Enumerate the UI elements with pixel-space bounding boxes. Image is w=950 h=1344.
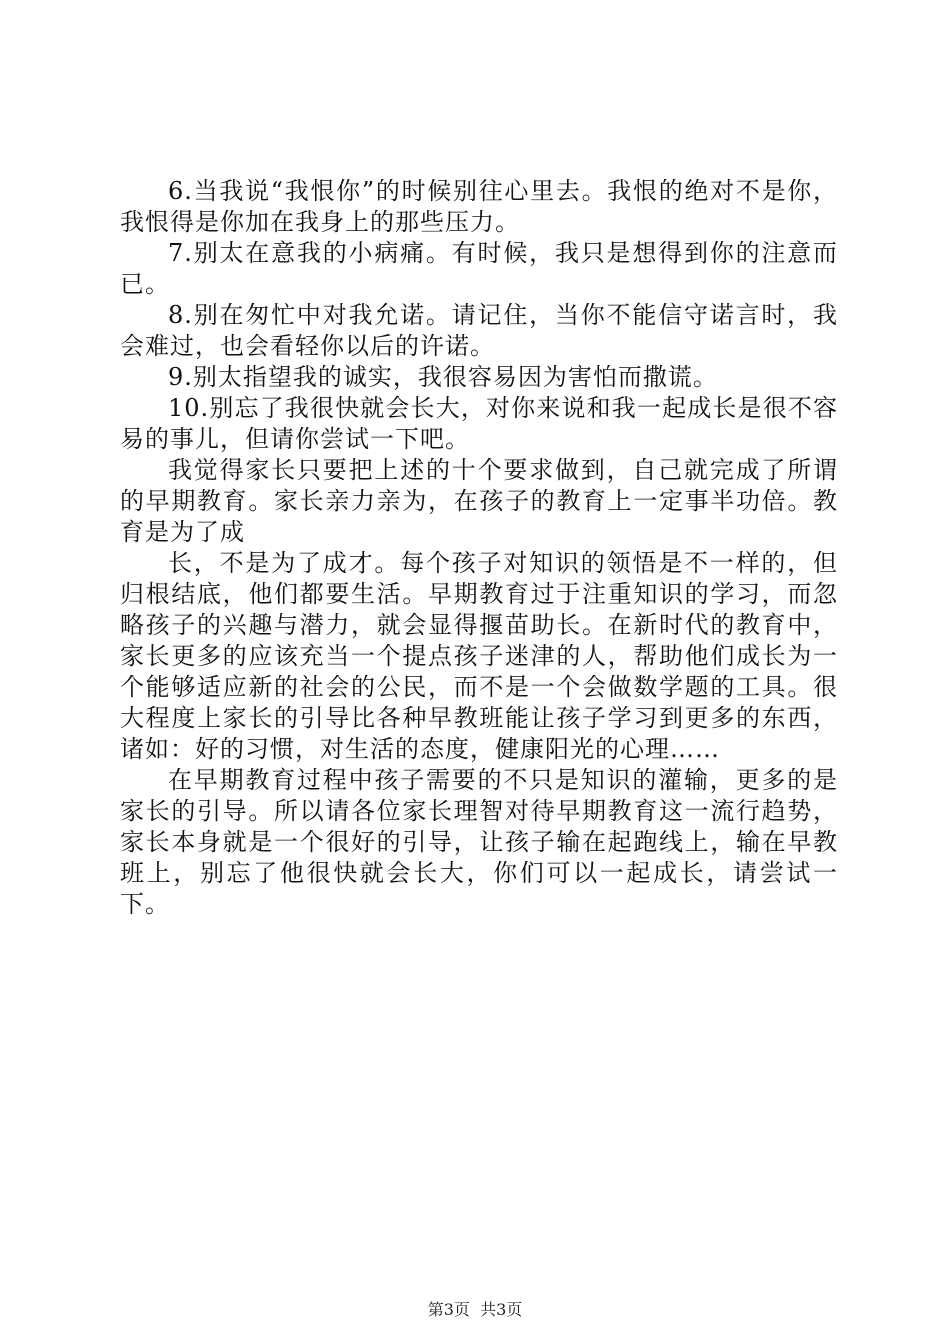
paragraph-item-9: 9.别太指望我的诚实，我很容易因为害怕而撒谎。 xyxy=(168,363,718,391)
paragraph-conclusion: 在早期教育过程中孩子需要的不只是知识的灌输，更多的是家长的引导。所以请各位家长理智对待早期教育这一流行趋势，家长本身就是一个很好的引导，让孩子输在起跑线上，输在早教班上，别忘了他很快就会长大，你们可以一起成长，请尝试一下。 xyxy=(120,766,838,918)
paragraph-opinion: 我觉得家长只要把上述的十个要求做到，自己就完成了所谓的早期教育。家长亲力亲为，在孩子的教育上一定事半功倍。教育是为了成 xyxy=(120,456,838,546)
document-body xyxy=(120,176,838,920)
paragraph-item-6: 6.当我说“我恨你”的时候别往心里去。我恨的绝对不是你，我恨得是你加在我身上的那些压力。 xyxy=(120,177,838,236)
page-footer xyxy=(0,1300,950,1320)
paragraph-item-8: 8.别在匆忙中对我允诺。请记住，当你不能信守诺言时，我会难过，也会看轻你以后的许诺。 xyxy=(120,301,838,360)
paragraph-item-10: 10.别忘了我很快就会长大，对你来说和我一起成长是很不容易的事儿，但请你尝试一下吧。 xyxy=(120,394,838,453)
paragraph-item-7: 7.别太在意我的小病痛。有时候，我只是想得到你的注意而已。 xyxy=(120,239,838,298)
paragraph-growth: 长，不是为了成才。每个孩子对知识的领悟是不一样的，但归根结底，他们都要生活。早期教育过于注重知识的学习，而忽略孩子的兴趣与潜力，就会显得揠苗助长。在新时代的教育中，家长更多的应该充当一个提点孩子迷津的人，帮助他们成长为一个能够适应新的社会的公民，而不是一个会做数学题的工具。很大程度上家长的引导比各种早教班能让孩子学习到更多的东西，诸如：好的习惯，对生活的态度，健康阳光的心理…… xyxy=(120,549,838,763)
page-number: 第3页 共3页 xyxy=(427,1300,523,1319)
